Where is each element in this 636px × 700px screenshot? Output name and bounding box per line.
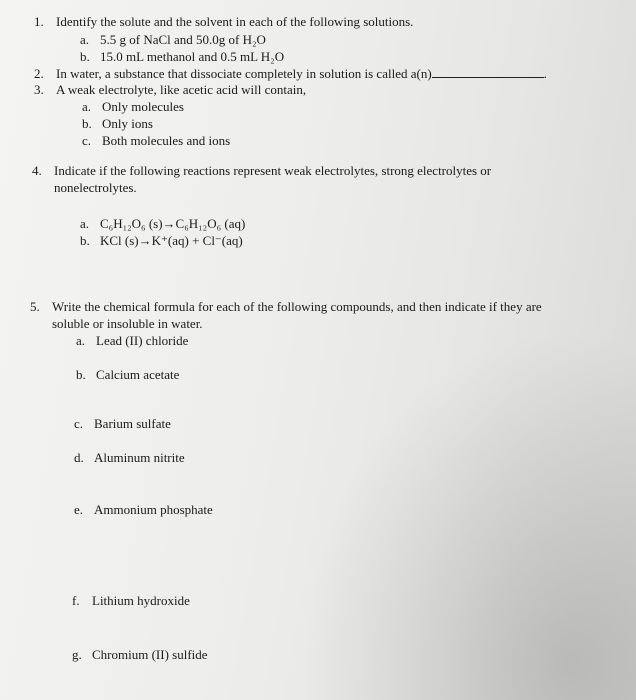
q3-c-text: Both molecules and ions — [102, 133, 231, 148]
q3-a-label: a. — [82, 99, 92, 114]
q5-c-line — [74, 416, 171, 431]
q5-line — [30, 299, 542, 314]
q5-d-label: d. — [74, 450, 84, 465]
q4-b-line — [80, 233, 243, 248]
q5-e-line — [74, 502, 213, 517]
q2-text: In water, a substance that dissociate completely in solution is called a(n) — [56, 66, 432, 81]
q5-f-label: f. — [72, 593, 80, 608]
q4-b-text: KCl (s)→K⁺(aq) + Cl⁻(aq) — [100, 233, 243, 248]
q1-text: Identify the solute and the solvent in each of the following solutions. — [56, 14, 414, 29]
q3-c-label: c. — [82, 133, 92, 148]
q3-line — [34, 82, 306, 97]
q1-b-label: b. — [80, 49, 90, 64]
q5-g-label: g. — [72, 647, 82, 662]
q5-text-1: Write the chemical formula for each of the following compounds, and then indicate if they are — [52, 299, 542, 314]
q1-a-label: a. — [80, 32, 90, 47]
q2-answer-blank — [432, 66, 544, 78]
q1-line — [34, 14, 413, 29]
q5-g-line — [72, 647, 208, 662]
q1-a-text: 5.5 g of NaCl and 50.0g of H₂O — [100, 32, 266, 47]
q5-number: 5. — [30, 299, 40, 314]
q5-d-line — [74, 450, 185, 465]
q3-text: A weak electrolyte, like acetic acid will contain, — [56, 82, 307, 97]
q5-e-label: e. — [74, 502, 84, 517]
q5-d-text: Aluminum nitrite — [94, 450, 185, 465]
q5-e-text: Ammonium phosphate — [94, 502, 213, 517]
q3-b-label: b. — [82, 116, 92, 131]
q2-line — [34, 66, 547, 81]
q3-b-line — [82, 116, 153, 131]
q2-number: 2. — [34, 66, 44, 81]
q5-c-label: c. — [74, 416, 84, 431]
q5-line-2 — [52, 316, 203, 331]
q3-a-text: Only molecules — [102, 99, 184, 114]
q4-a-line — [80, 216, 245, 231]
q4-text-2: nonelectrolytes. — [54, 180, 137, 195]
q5-a-line — [76, 333, 188, 348]
q5-f-line — [72, 593, 190, 608]
q2-end: . — [543, 66, 547, 81]
q5-b-text: Calcium acetate — [96, 367, 180, 382]
q1-b-line — [80, 49, 284, 64]
q4-line-2 — [54, 180, 137, 195]
q4-text-1: Indicate if the following reactions represent weak electrolytes, strong electrolytes or — [54, 163, 492, 178]
q4-number: 4. — [32, 163, 42, 178]
q5-f-text: Lithium hydroxide — [92, 593, 190, 608]
q5-a-text: Lead (II) chloride — [96, 333, 189, 348]
q4-line — [32, 163, 491, 178]
q5-b-label: b. — [76, 367, 86, 382]
q1-b-text: 15.0 mL methanol and 0.5 mL H₂O — [100, 49, 285, 64]
q5-text-2: soluble or insoluble in water. — [52, 316, 203, 331]
q3-c-line — [82, 133, 230, 148]
q5-g-text: Chromium (II) sulfide — [92, 647, 208, 662]
q4-a-text: C₆H₁₂O₆ (s)→C₆H₁₂O₆ (aq) — [100, 216, 246, 231]
q4-a-label: a. — [80, 216, 90, 231]
q1-a-line — [80, 32, 266, 47]
q5-b-line — [76, 367, 179, 382]
q3-b-text: Only ions — [102, 116, 153, 131]
q1-number: 1. — [34, 14, 44, 29]
q4-b-label: b. — [80, 233, 90, 248]
q5-c-text: Barium sulfate — [94, 416, 171, 431]
q5-a-label: a. — [76, 333, 86, 348]
q3-number: 3. — [34, 82, 44, 97]
q3-a-line — [82, 99, 184, 114]
